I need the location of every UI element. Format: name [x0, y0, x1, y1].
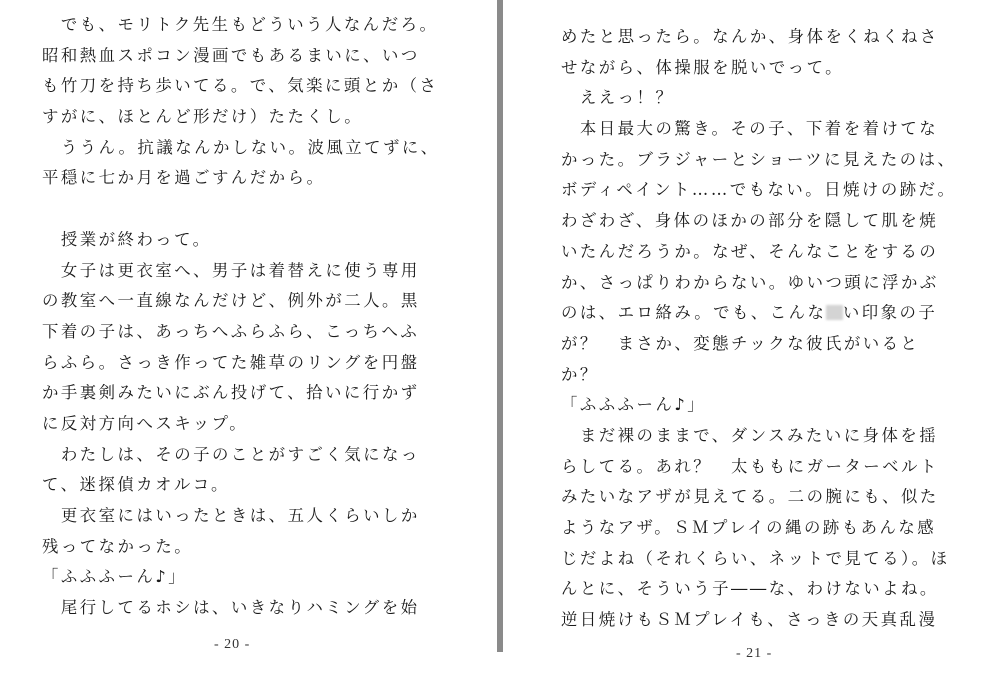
text-line: か、さっぱりわからない。ゆいつ頭に浮かぶ	[561, 272, 939, 292]
text-line: 下着の子は、あっちへふらふら、こっちへふ	[42, 321, 420, 341]
text-line: か？	[561, 364, 599, 384]
page-number: - 21 -	[736, 646, 773, 661]
text-line: でも、モリトク先生もどういう人なんだろ。	[42, 15, 439, 34]
text-line: ようなアザ。ＳＭプレイの縄の跡もあんな感	[561, 518, 937, 537]
text-line: 尾行してるホシは、いきなりハミングを始	[42, 598, 420, 618]
text-line: すがに、ほとんど形だけ）たたくし。	[42, 107, 364, 127]
right-page	[503, 0, 1000, 699]
text-line: 女子は更衣室へ、男子は着替えに使う専用	[42, 260, 420, 280]
text-line: みたいなアザが見えてる。二の腕にも、似た	[561, 487, 939, 507]
blank-line	[42, 194, 462, 225]
text-line: わざわざ、身体のほかの部分を隠して肌を焼	[561, 211, 939, 231]
text-line: らふら。さっき作ってた雑草のリングを円盤	[42, 352, 420, 372]
right-page-text	[561, 22, 981, 636]
text-line: 昭和熱血スポコン漫画でもあるまいに、いつ	[42, 45, 420, 65]
line-end: い印象の子	[842, 303, 938, 323]
text-line: て、迷探偵カオルコ。	[42, 475, 230, 495]
left-page-text	[42, 10, 462, 624]
text-line: が？ まさか、変態チックな彼氏がいると	[561, 333, 920, 353]
left-page	[0, 0, 497, 699]
text-line: 更衣室にはいったときは、五人くらいしか	[42, 506, 420, 525]
line-start: のは、エロ絡み。でも、こんな	[561, 303, 827, 323]
text-line: も竹刀を持ち歩いてる。で、気楽に頭とか（さ	[42, 76, 439, 96]
text-line: に反対方向へスキップ。	[42, 413, 249, 433]
text-line: 本日最大の驚き。その子、下着を着けてな	[561, 119, 939, 139]
redacted-glyph	[826, 305, 842, 320]
text-line: めたと思ったら。なんか、身体をくねくねさ	[561, 27, 939, 46]
text-line: 平穏に七か月を過ごすんだから。	[42, 168, 326, 188]
text-line: ええっ！？	[561, 88, 675, 108]
text-line: 「ふふふーん♪」	[561, 395, 707, 415]
text-line: わたしは、その子のことがすごく気になっ	[42, 444, 420, 464]
page-number: - 20 -	[214, 637, 251, 652]
text-line: ううん。抗議なんかしない。波風立てずに、	[42, 137, 440, 157]
text-line: かった。ブラジャーとショーツに見えたのは、	[561, 149, 957, 169]
text-line: らしてる。あれ？ 太ももにガーターベルト	[561, 456, 939, 476]
text-line-with-redaction	[561, 298, 981, 329]
text-line: 授業が終わって。	[42, 229, 212, 249]
text-line: じだよね（それくらい、ネットで見てる）。ほ	[561, 548, 950, 568]
text-line: 残ってなかった。	[42, 536, 194, 556]
text-line: 逆日焼けもＳＭプレイも、さっきの天真乱漫	[561, 610, 938, 630]
text-line: まだ裸のままで、ダンスみたいに身体を揺	[561, 425, 939, 445]
text-line: んとに、そういう子――な、わけないよね。	[561, 579, 939, 599]
text-line: いたんだろうか。なぜ、そんなことをするの	[561, 241, 939, 261]
text-line: せながら、体操服を脱いでって。	[561, 57, 845, 77]
text-line: ボディペイント……でもない。日焼けの跡だ。	[561, 180, 957, 200]
text-line: の教室へ一直線なんだけど、例外が二人。黒	[42, 291, 420, 311]
text-line: か手裏剣みたいにぶん投げて、拾いに行かず	[42, 383, 420, 403]
text-line: 「ふふふーん♪」	[42, 567, 188, 587]
